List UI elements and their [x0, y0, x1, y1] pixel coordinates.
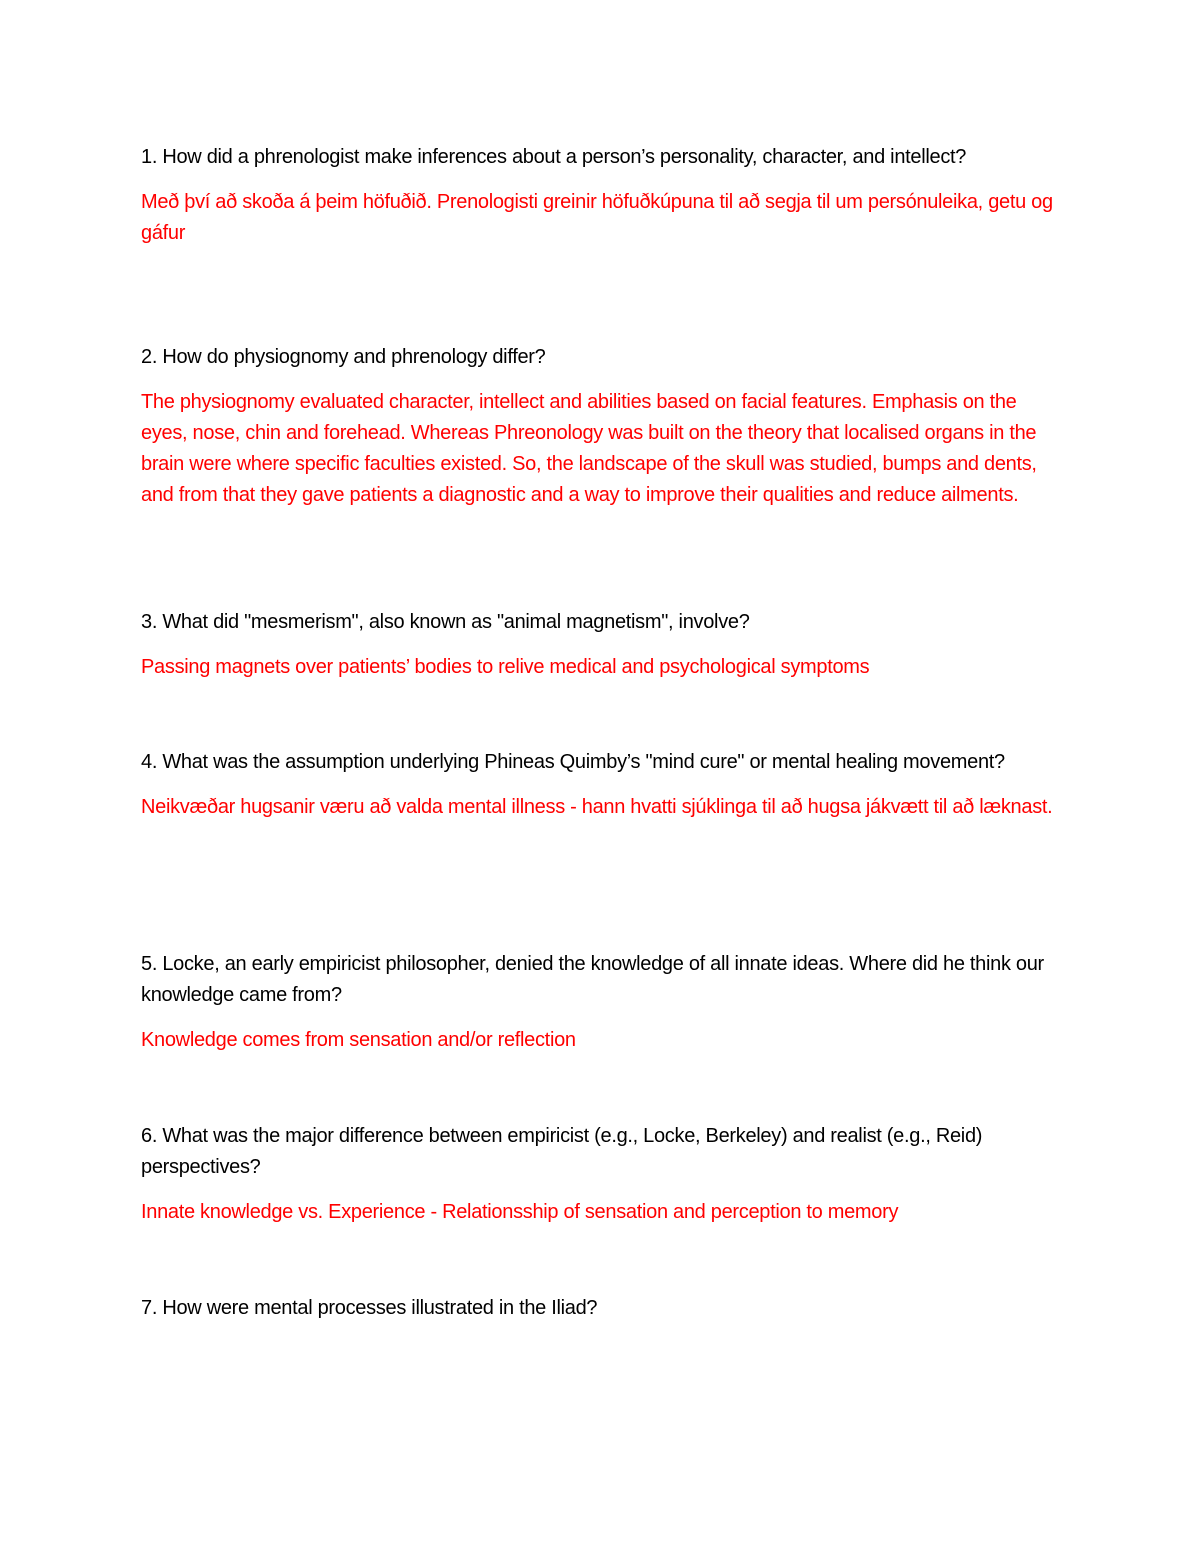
question-text: 2. How do physiognomy and phrenology differ? — [141, 346, 546, 368]
answer-text: Passing magnets over patients’ bodies to relive medical and psychological symptoms — [141, 656, 870, 678]
question-text: 6. What was the major difference between empiricist (e.g., Locke, Berkeley) and realist (e.g., Reid) perspectives? — [141, 1125, 983, 1178]
qa-item-1 — [141, 142, 1056, 249]
qa-item-5 — [141, 949, 1056, 1056]
qa-item-6 — [141, 1121, 1056, 1228]
qa-item-2 — [141, 342, 1056, 511]
answer-text: Neikvæðar hugsanir væru að valda mental illness - hann hvatti sjúklinga til að hugsa jákvætt til að læknast. — [141, 796, 1053, 818]
question-text: 4. What was the assumption underlying Phineas Quimby’s "mind cure" or mental healing movement? — [141, 751, 1005, 773]
qa-item-7 — [141, 1293, 1056, 1324]
question-text: 5. Locke, an early empiricist philosopher, denied the knowledge of all innate ideas. Where did he think our knowledge came from? — [141, 953, 1044, 1006]
answer-text: Knowledge comes from sensation and/or reflection — [141, 1029, 576, 1051]
qa-item-3 — [141, 607, 1056, 683]
answer-text: The physiognomy evaluated character, intellect and abilities based on facial features. Emphasis on the eyes, nose, chin and forehead. Whereas Phreonology was built on the theory that localised organs in the brain were where specific faculties existed. So, the landscape of the skull was studied, bumps and dents, and from that they gave patients a diagnostic and a way to improve their qualities and reduce ailments. — [141, 391, 1037, 506]
question-text: 3. What did "mesmerism", also known as "animal magnetism", involve? — [141, 611, 750, 633]
question-text: 1. How did a phrenologist make inferences about a person’s personality, character, and intellect? — [141, 146, 967, 168]
answer-text: Innate knowledge vs. Experience - Relationsship of sensation and perception to memory — [141, 1201, 899, 1223]
answer-text: Með því að skoða á þeim höfuðið. Prenologisti greinir höfuðkúpuna til að segja til um persónuleika, getu og gáfur — [141, 191, 1053, 244]
question-text: 7. How were mental processes illustrated in the Iliad? — [141, 1297, 598, 1319]
qa-item-4 — [141, 747, 1056, 823]
